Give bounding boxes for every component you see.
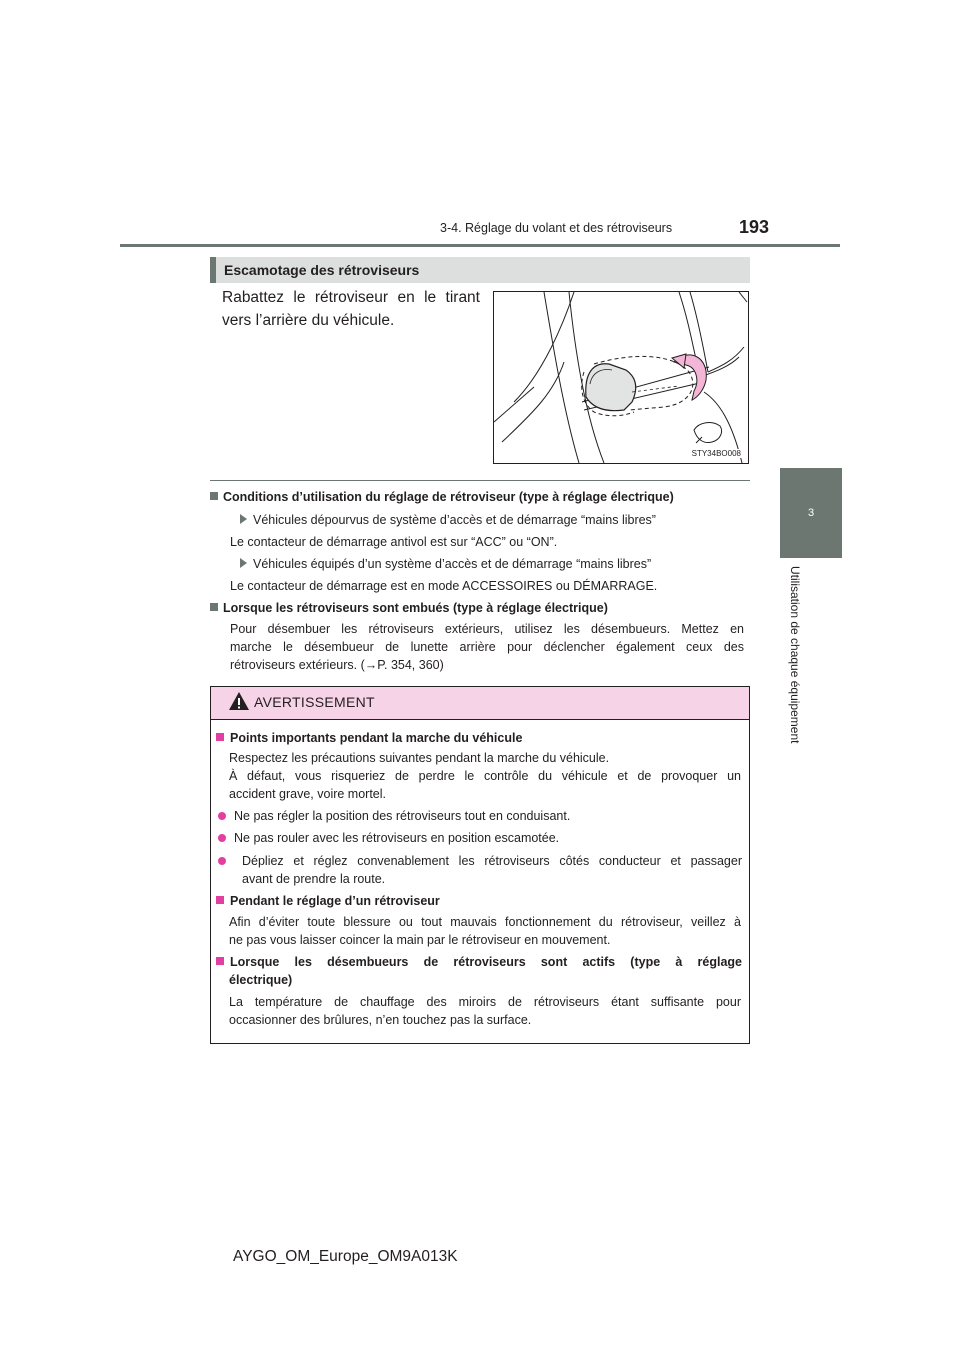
warning-block-text: La température de chauffage des miroirs de rétroviseurs étant suffisante pour occasionner des brûlures, n’en touchez pas la surface.: [229, 995, 741, 1027]
warning-bullet: [218, 852, 226, 870]
note-item-text: Le contacteur de démarrage antivol est sur “ACC” ou “ON”.: [230, 535, 558, 549]
section-intro: Rabattez le rétroviseur en le tirant vers l’arrière du véhicule.: [222, 289, 480, 329]
pink-bullet-icon: [218, 857, 226, 865]
warning-block-title: Lorsque les désembueurs de rétroviseurs sont actifs (type à réglage électrique): [216, 953, 742, 989]
header-section-title: 3-4. Réglage du volant et des rétroviseurs: [440, 221, 673, 235]
warning-bullet-text: Dépliez et réglez convenablement les rétroviseurs côtés conducteur et passager avant de prendre la route.: [242, 854, 742, 886]
page-ref-arrow: →: [364, 658, 378, 672]
mirror-line-drawing: [494, 292, 748, 463]
warning-block-text: Afin d’éviter toute blessure ou tout mauvais fonctionnement du rétroviseur, veillez à ne pas vous laisser coincer la main par le rétroviseur en mouvement.: [229, 915, 741, 947]
note-title-conditions: Conditions d’utilisation du réglage de rétroviseur (type à réglage électrique): [210, 488, 674, 506]
warning-title: AVERTISSEMENT: [254, 694, 375, 710]
figure-code: STY34BO008: [691, 449, 741, 458]
warning-block-title: Points importants pendant la marche du véhicule: [216, 729, 522, 747]
note-item-label: Véhicules dépourvus de système d’accès et de démarrage “mains libres”: [240, 511, 656, 529]
header-divider: [120, 244, 840, 247]
triangle-icon: [240, 514, 247, 524]
pink-bullet-icon: [218, 834, 226, 842]
note-item-text: Le contacteur de démarrage est en mode ACCESSOIRES ou DÉMARRAGE.: [230, 579, 658, 593]
note-item-label: Véhicules équipés d’un système d’accès et de démarrage “mains libres”: [240, 555, 651, 573]
document-code-footer: AYGO_OM_Europe_OM9A013K: [233, 1248, 458, 1265]
pink-square-icon: [216, 896, 224, 904]
pink-square-icon: [216, 957, 224, 965]
section-divider: [210, 480, 750, 481]
page-reference: P. 354, 360): [377, 658, 444, 672]
pink-square-icon: [216, 733, 224, 741]
heading-accent-bar: [210, 257, 216, 283]
section-heading: [210, 257, 750, 283]
note-square-icon: [210, 603, 218, 611]
warning-bullet: Ne pas régler la position des rétroviseurs tout en conduisant.: [218, 807, 570, 825]
note-paragraph: Pour désembuer les rétroviseurs extérieurs, utilisez les désembueurs. Mettez en marche le désembueur de lunette arrière pour déclencher également ceux des rétroviseurs extérieurs. (→P. 354, 360): [230, 622, 744, 672]
section-heading-text: Escamotage des rétroviseurs: [224, 262, 420, 278]
warning-block-title: Pendant le réglage d’un rétroviseur: [216, 892, 440, 910]
note-square-icon: [210, 492, 218, 500]
page-number: 193: [739, 217, 770, 237]
mirror-folding-illustration: [493, 291, 749, 464]
warning-icon: [228, 691, 250, 711]
triangle-icon: [240, 558, 247, 568]
chapter-tab: 3: [780, 468, 842, 558]
warning-header: [211, 687, 749, 720]
warning-bullet: Ne pas rouler avec les rétroviseurs en position escamotée.: [218, 829, 559, 847]
chapter-side-title: Utilisation de chaque équipement: [788, 566, 802, 744]
pink-bullet-icon: [218, 812, 226, 820]
warning-block-text: Respectez les précautions suivantes pendant la marche du véhicule. À défaut, vous risqueriez de perdre le contrôle du véhicule et de provoquer un accident grave, voire mortel.: [229, 751, 741, 801]
note-title-fogged: Lorsque les rétroviseurs sont embués (type à réglage électrique): [210, 599, 608, 617]
